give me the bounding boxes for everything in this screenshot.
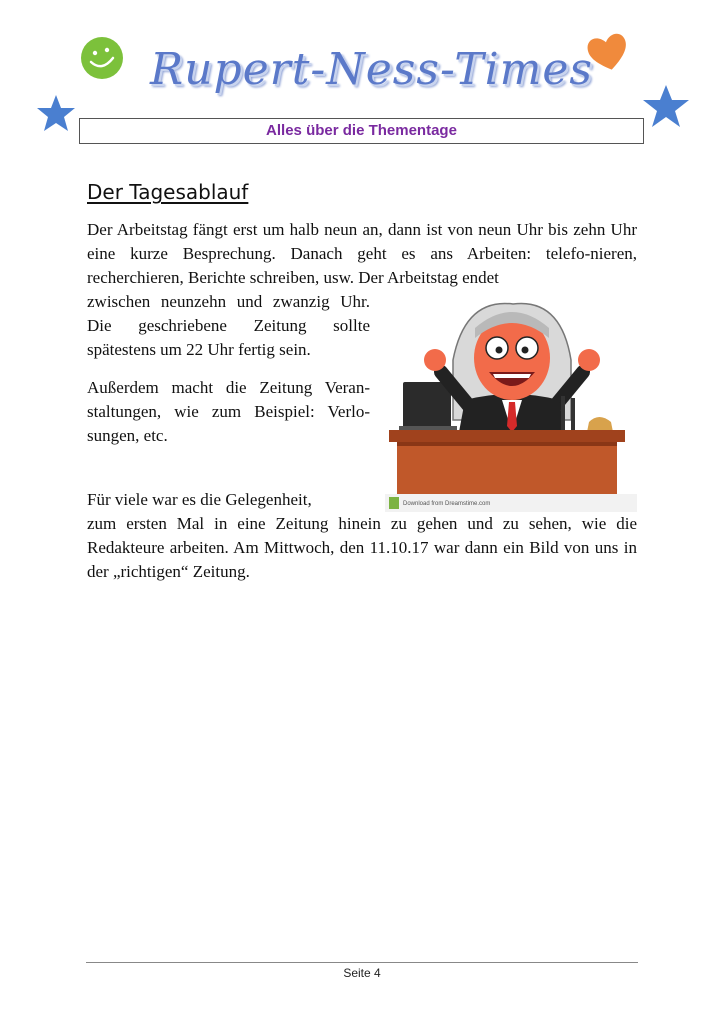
newspaper-title: Rupert-Ness-Times [150,44,594,95]
paragraph-events: Außerdem macht die Zeitung Veran-staltungen, wie zum Beispiel: Verlo-sungen, etc. [87,378,370,445]
smiley-icon [80,36,124,80]
cartoon-editor-illustration [385,300,637,512]
page-number: Seite 4 [343,966,381,980]
star-icon [36,94,76,132]
heart-icon [585,30,631,74]
footer-divider [86,962,638,963]
paragraph-workday-end: zwischen neunzehn und zwanzig Uhr. Die geschriebene Zeitung sollte spätestens um 22 Uhr fertig sein. [87,292,370,359]
masthead [0,0,724,120]
section-subtitle: Alles über die Thementage [79,118,644,144]
paragraph-intro: Der Arbeitstag fängt erst um halb neun an, dann ist von neun Uhr bis zehn Uhr eine kurze Besprechung. Danach geht es ans Arbeiten: telefo-nieren, recherchieren, Berichte schreiben, usw. Der Arbeitstag endet [87,220,637,287]
watermark-text: Download from Dreamstime.com [403,501,491,507]
star-icon [642,84,690,128]
paragraph-opportunity-end: zum ersten Mal in eine Zeitung hinein zu gehen und zu sehen, wie die Redakteure arbeiten. Am Mittwoch, den 11.10.17 war dann ein Bild von uns in der „richtigen“ Zeitung. [87,514,637,581]
article-heading: Der Tagesablauf [87,180,249,204]
paragraph-opportunity-start: Für viele war es die Gelegenheit, [87,490,312,509]
